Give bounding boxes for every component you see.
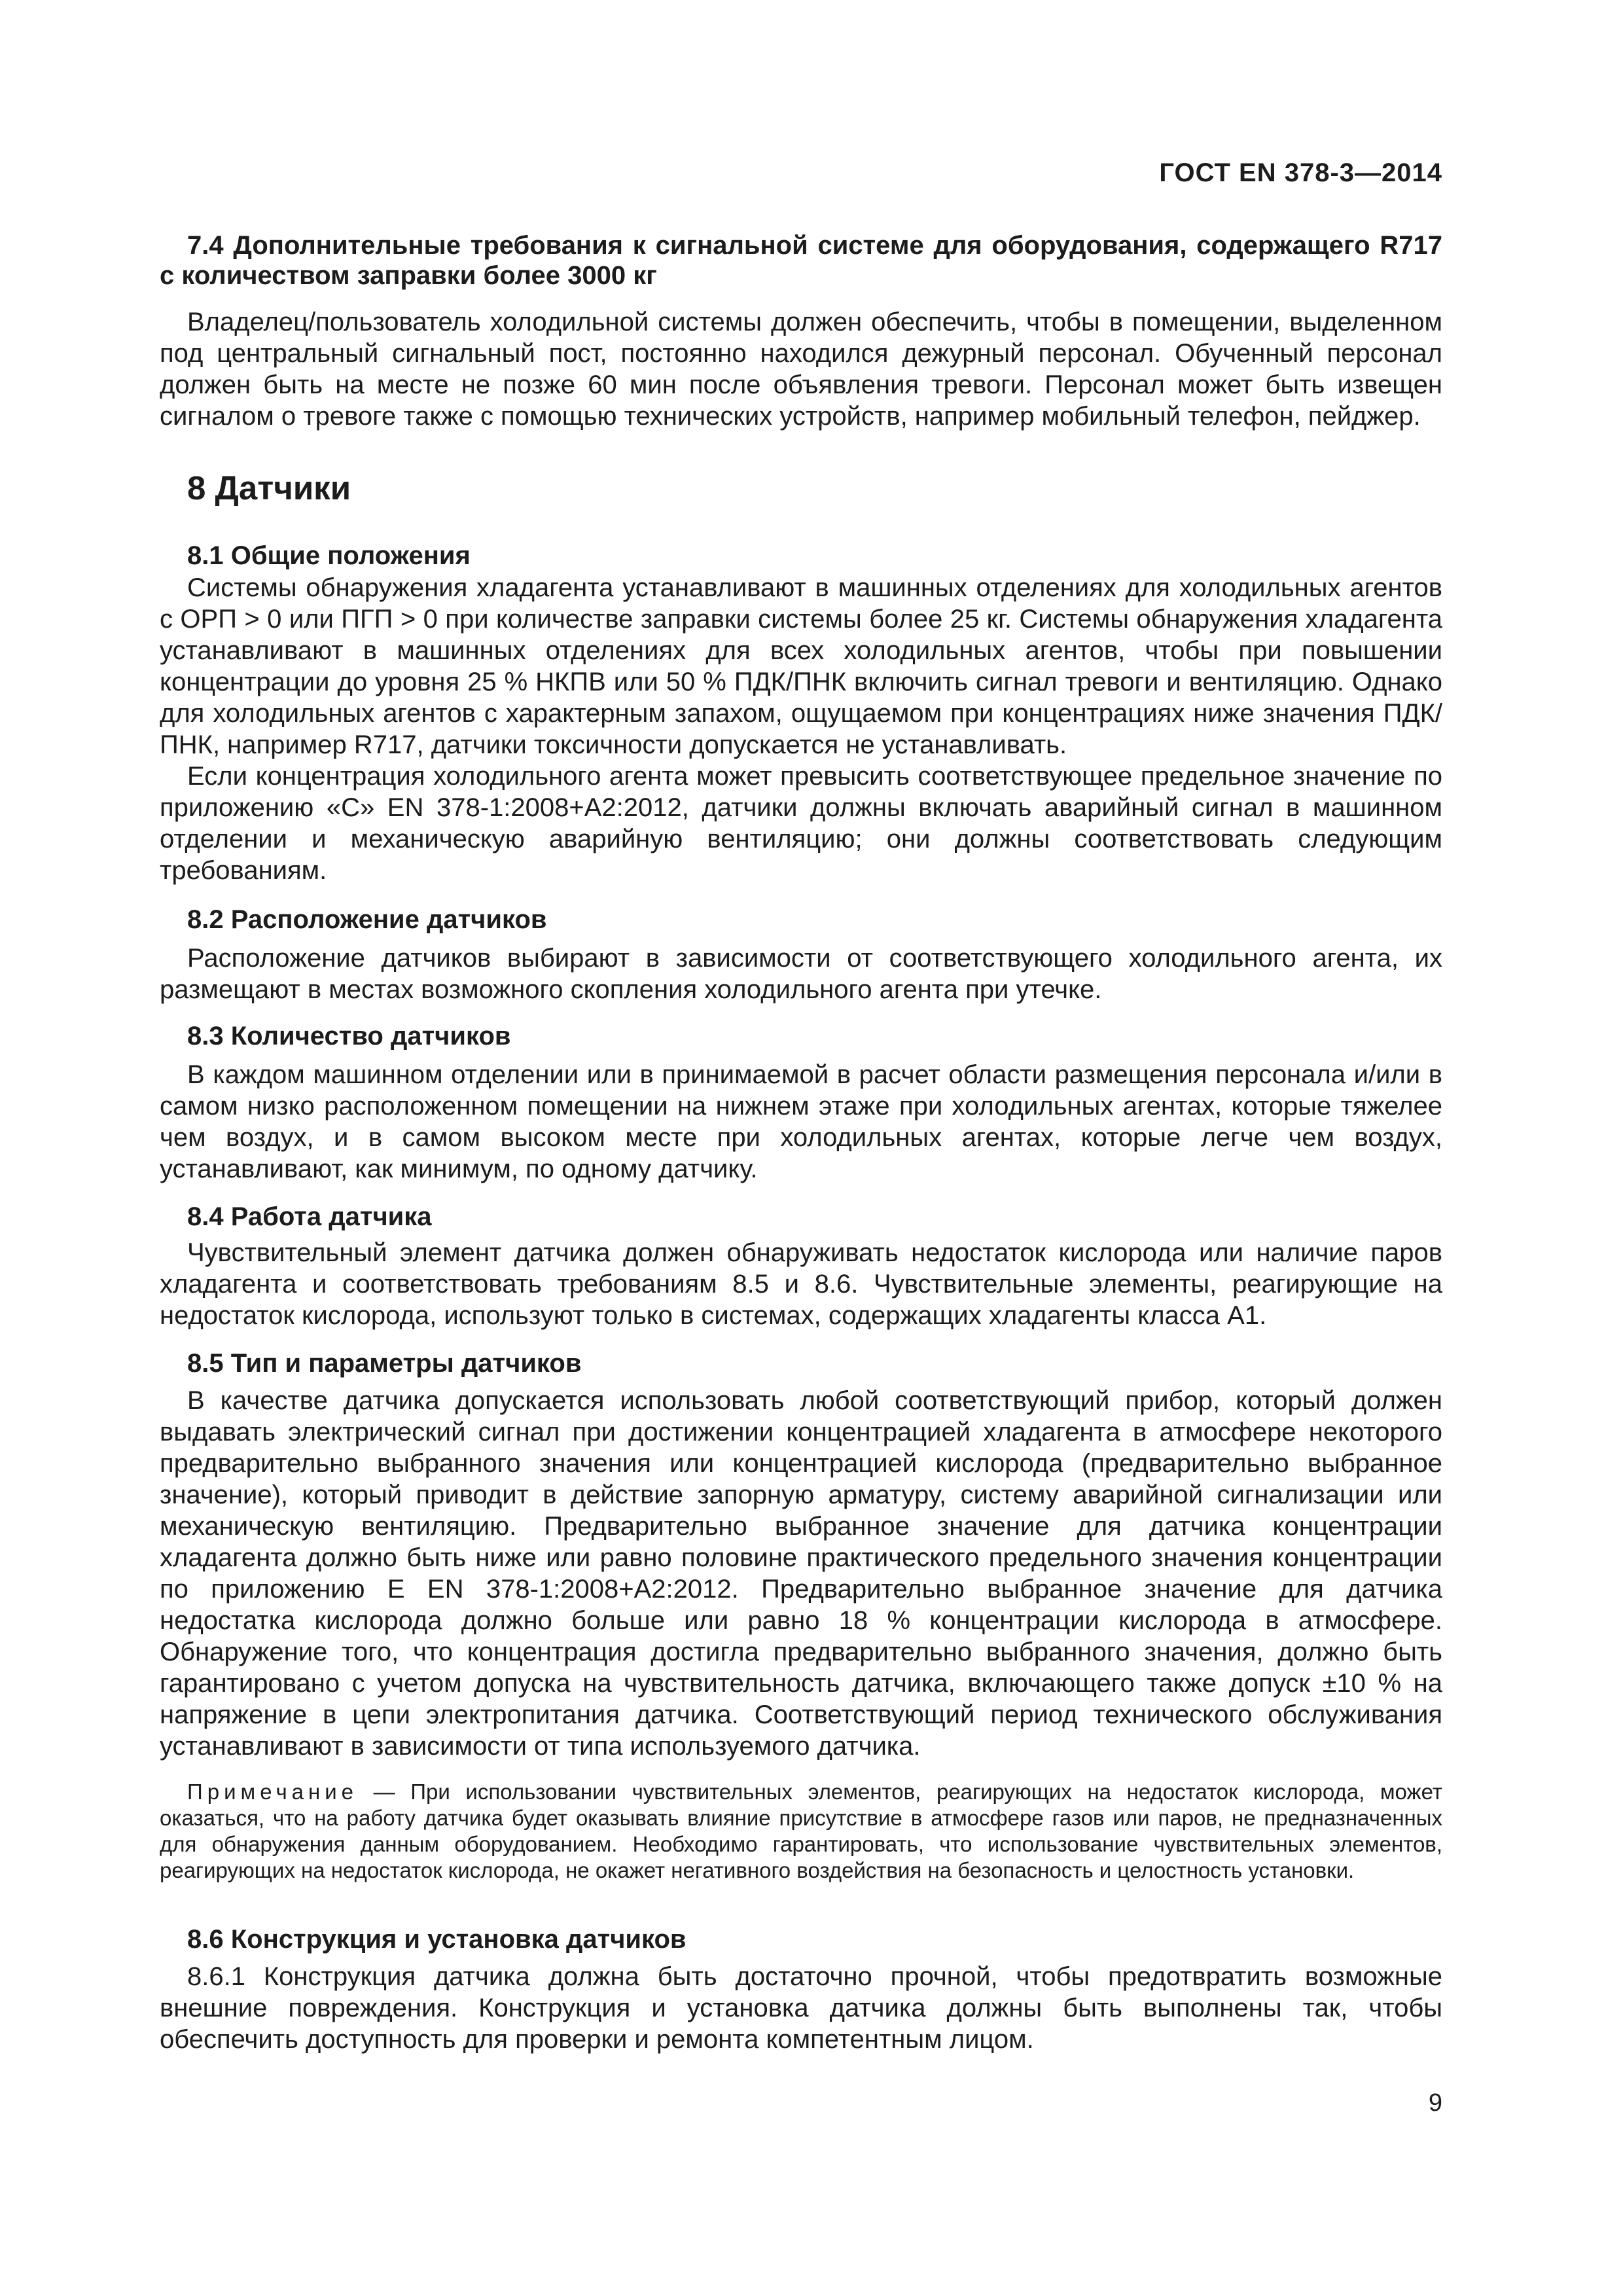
- section-8-3-title: 8.3 Количество датчиков: [187, 1022, 511, 1050]
- standard-header: ГОСТ EN 378-3—2014: [1159, 158, 1442, 187]
- section-8-6-paragraph: 8.6.1 Конструкция датчика должна быть достаточно прочной, чтобы предотвратить возможные внешние повреждения. Конструкция и установка датчика должны быть выполнены так, чтобы обеспечить доступность для проверки и ремонта компетентным лицом.: [160, 1962, 1442, 2054]
- section-8-2-paragraph: Расположение датчиков выбирают в зависимости от соответствующего холодильного агента, их размещают в местах возможного скопления холодильного агента при утечке.: [160, 944, 1442, 1004]
- chapter-8-title: 8 Датчики: [187, 469, 351, 507]
- section-7-4-title: 7.4 Дополнительные требования к сигнальной системе для оборудования, содержащего R717 с количеством заправки более 3000 кг: [160, 231, 1442, 290]
- note-text: — При использовании чувствительных элементов, реагирующих на недостаток кислорода, может оказаться, что на работу датчика будет оказывать влияние присутствие в атмосфере газов или паров, не предназначенных для обнаружения данным оборудованием. Необходимо гарантировать, что использование чувствительных элементов, реагирующих на недостаток кислорода, не окажет негативного воздействия на безопасность и целостность установки.: [160, 1780, 1442, 1882]
- section-8-6-title: 8.6 Конструкция и установка датчиков: [187, 1925, 687, 1954]
- section-8-4-title: 8.4 Работа датчика: [187, 1202, 432, 1231]
- section-8-5-note: [160, 1779, 1442, 1884]
- section-8-5-paragraph: В качестве датчика допускается использовать любой соответствующий прибор, который должен выдавать электрический сигнал при достижении концентрацией хладагента в атмосфере некоторого предварительно выбранного значения или концентрацией кислорода (предварительно выбранное значение), который приводит в действие запорную арматуру, систему аварийной сигнализации или механическую вентиляцию. Предварительно выбранное значение для датчика концентрации хладагента должно быть ниже или равно половине практического предельного значения концентрации по приложению Е EN 378-1:2008+A2:2012. Предварительно выбранное значение для датчика недостатка кислорода должно больше или равно 18 % концентрации кислорода в атмосфере. Обнаружение того, что концентрация достигла предварительно выбранного значения, должно быть гарантировано с учетом допуска на чувствительность датчика, включающего также допуск ±10 % на напряжение в цепи электропитания датчика. Соответствующий период технического обслуживания устанавливают в зависимости от типа используемого датчика.: [160, 1386, 1442, 1761]
- section-8-2-title: 8.2 Расположение датчиков: [187, 905, 547, 934]
- section-8-5-title: 8.5 Тип и параметры датчиков: [187, 1349, 582, 1378]
- section-8-1-title: 8.1 Общие положения: [187, 541, 471, 570]
- page-number: 9: [1428, 2089, 1442, 2117]
- section-8-1-paragraph-1: Системы обнаружения хладагента устанавливают в машинных отделениях для холодильных агентов с ОРП > 0 или ПГП > 0 при количестве заправки системы более 25 кг. Системы обнаружения хладагента устанавливают в машинных отделениях для всех холодильных агентов, чтобы при повышении концентрации до уровня 25 % НКПВ или 50 % ПДК/ПНК включить сигнал тревоги и вентиляцию. Однако для холодильных агентов с характерным запахом, ощущаемом при концентрациях ниже значения ПДК/ПНК, например R717, датчики токсичности допускается не устанавливать.: [160, 573, 1442, 759]
- note-label: Примечание: [187, 1780, 359, 1804]
- section-7-4-paragraph: Владелец/пользователь холодильной системы должен обеспечить, чтобы в помещении, выделенном под центральный сигнальный пост, постоянно находился дежурный персонал. Обученный персонал должен быть на месте не позже 60 мин после объявления тревоги. Персонал может быть извещен сигналом о тревоге также с помощью технических устройств, например мобильный телефон, пейджер.: [160, 308, 1442, 431]
- section-8-4-paragraph: Чувствительный элемент датчика должен обнаруживать недостаток кислорода или наличие паров хладагента и соответствовать требованиям 8.5 и 8.6. Чувствительные элементы, реагирующие на недостаток кислорода, используют только в системах, содержащих хладагенты класса А1.: [160, 1238, 1442, 1330]
- section-8-3-paragraph: В каждом машинном отделении или в принимаемой в расчет области размещения персонала и/или в самом низко расположенном помещении на нижнем этаже при холодильных агентах, которые тяжелее чем воздух, и в самом высоком месте при холодильных агентах, которые легче чем воздух, устанавливают, как минимум, по одному датчику.: [160, 1060, 1442, 1183]
- section-8-1-paragraph-2: Если концентрация холодильного агента может превысить соответствующее предельное значение по приложению «С» EN 378-1:2008+A2:2012, датчики должны включать аварийный сигнал в машинном отделении и механическую аварийную вентиляцию; они должны соответствовать следующим требованиям.: [160, 762, 1442, 885]
